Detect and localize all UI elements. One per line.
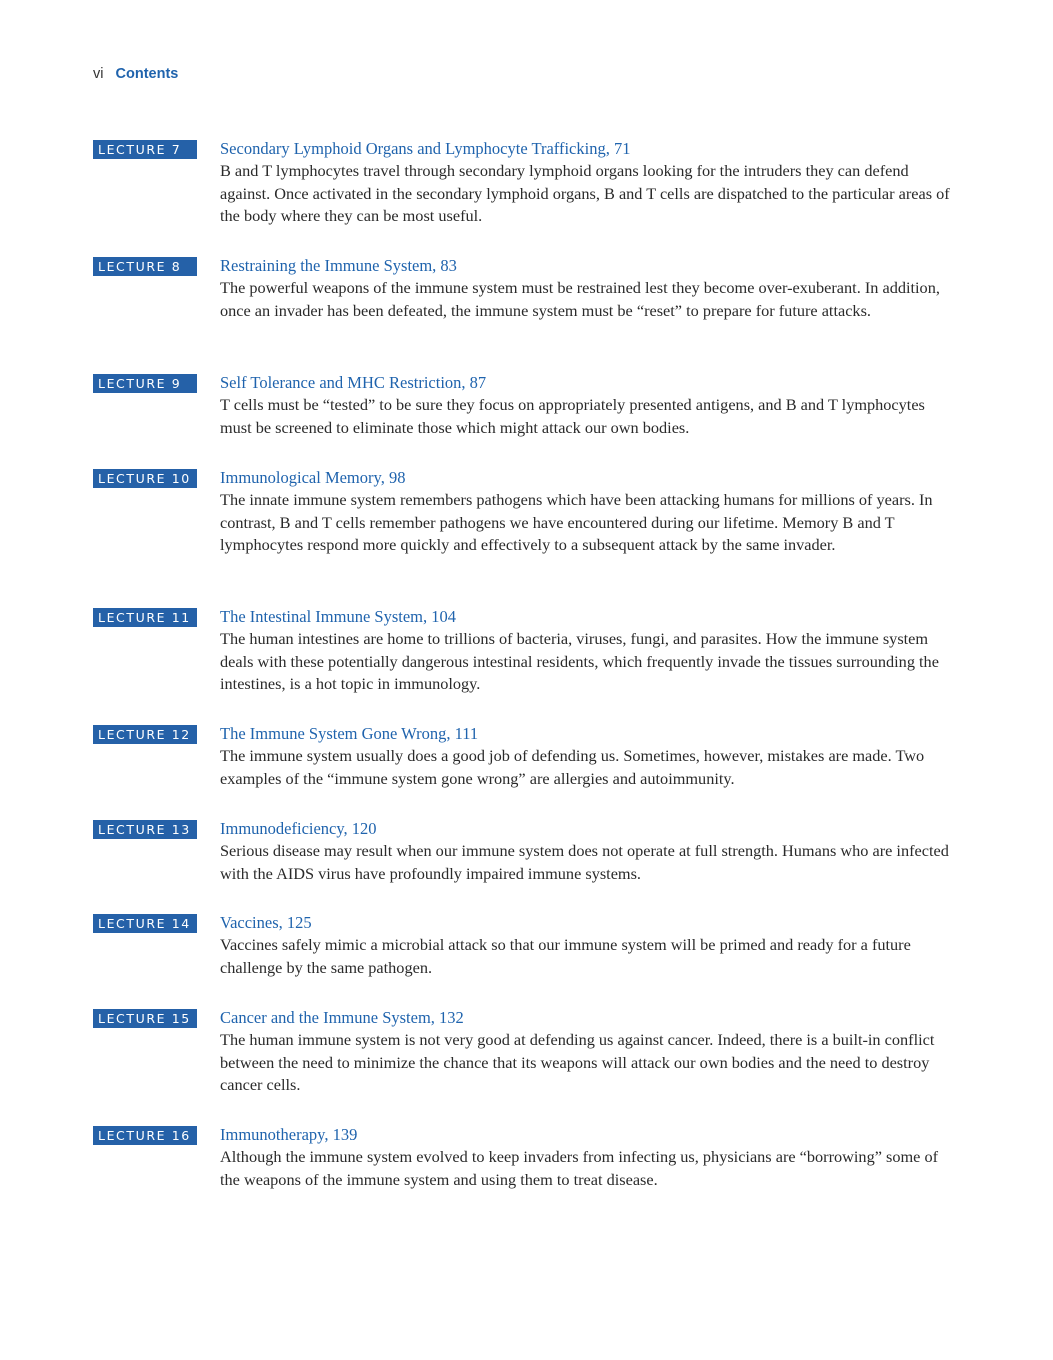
lecture-description: Although the immune system evolved to keep invaders from infecting us, physicians are “borrowing” some of the weapons of the immune system and using them to treat disease.	[220, 1147, 939, 1189]
lecture-description: B and T lymphocytes travel through secondary lymphoid organs looking for the intruders they can defend against. Once activated in the secondary lymphoid organs, B and T cells are dispatched to the particular areas of the body where they can be most useful.	[220, 161, 950, 225]
lecture-description: T cells must be “tested” to be sure they focus on appropriately presented antigens, and B and T lymphocytes must be screened to eliminate those which might attack our own bodies.	[220, 395, 925, 437]
lecture-title-link[interactable]: The Intestinal Immune System, 104	[220, 607, 457, 626]
lecture-title-link[interactable]: Immunotherapy, 139	[220, 1125, 358, 1144]
page-number: vi	[93, 66, 104, 82]
lecture-badge: LECTURE 13	[93, 820, 197, 839]
lecture-description: The powerful weapons of the immune system must be restrained lest they become over-exuberant. In addition, once an invader has been defeated, the immune system must be “reset” to prepare for future attacks.	[220, 278, 940, 320]
lecture-title-link[interactable]: Cancer and the Immune System, 132	[220, 1008, 464, 1027]
lecture-title-link[interactable]: The Immune System Gone Wrong, 111	[220, 724, 479, 743]
lecture-badge: LECTURE 12	[93, 725, 197, 744]
lecture-badge: LECTURE 10	[93, 469, 197, 488]
lecture-badge: LECTURE 8	[93, 257, 197, 276]
lecture-title-link[interactable]: Immunodeficiency, 120	[220, 819, 377, 838]
lecture-description: The innate immune system remembers pathogens which have been attacking humans for millions of years. In contrast, B and T cells remember pathogens we have encountered during our lifetime. Memory B and T lymphocytes respond more quickly and effectively to a subsequent attack by the same invader.	[220, 490, 933, 554]
lecture-badge: LECTURE 7	[93, 140, 197, 159]
lecture-badge: LECTURE 11	[93, 608, 197, 627]
lecture-title-link[interactable]: Immunological Memory, 98	[220, 468, 406, 487]
lecture-title-link[interactable]: Self Tolerance and MHC Restriction, 87	[220, 373, 487, 392]
lecture-badge: LECTURE 9	[93, 374, 197, 393]
lecture-description: Serious disease may result when our immune system does not operate at full strength. Humans who are infected with the AIDS virus have profoundly impaired immune systems.	[220, 841, 949, 883]
lecture-title-link[interactable]: Vaccines, 125	[220, 913, 312, 932]
lecture-badge: LECTURE 15	[93, 1009, 197, 1028]
lecture-title-link[interactable]: Secondary Lymphoid Organs and Lymphocyte Trafficking, 71	[220, 139, 631, 158]
section-title: Contents	[115, 66, 179, 82]
lecture-badge: LECTURE 14	[93, 914, 197, 933]
lecture-description: The human intestines are home to trillions of bacteria, viruses, fungi, and parasites. How the immune system deals with these potentially dangerous intestinal residents, which frequently invade the tissues surrounding the intestines, is a hot topic in immunology.	[220, 629, 939, 693]
lecture-description: Vaccines safely mimic a microbial attack so that our immune system will be primed and ready for a future challenge by the same pathogen.	[220, 935, 911, 977]
lecture-description: The human immune system is not very good at defending us against cancer. Indeed, there is a built-in conflict between the need to minimize the chance that its weapons will attack our own bodies and the need to destroy cancer cells.	[220, 1030, 935, 1094]
lecture-title-link[interactable]: Restraining the Immune System, 83	[220, 256, 457, 275]
lecture-description: The immune system usually does a good job of defending us. Sometimes, however, mistakes are made. Two examples of the “immune system gone wrong” are allergies and autoimmunity.	[220, 746, 925, 788]
lecture-badge: LECTURE 16	[93, 1126, 197, 1145]
